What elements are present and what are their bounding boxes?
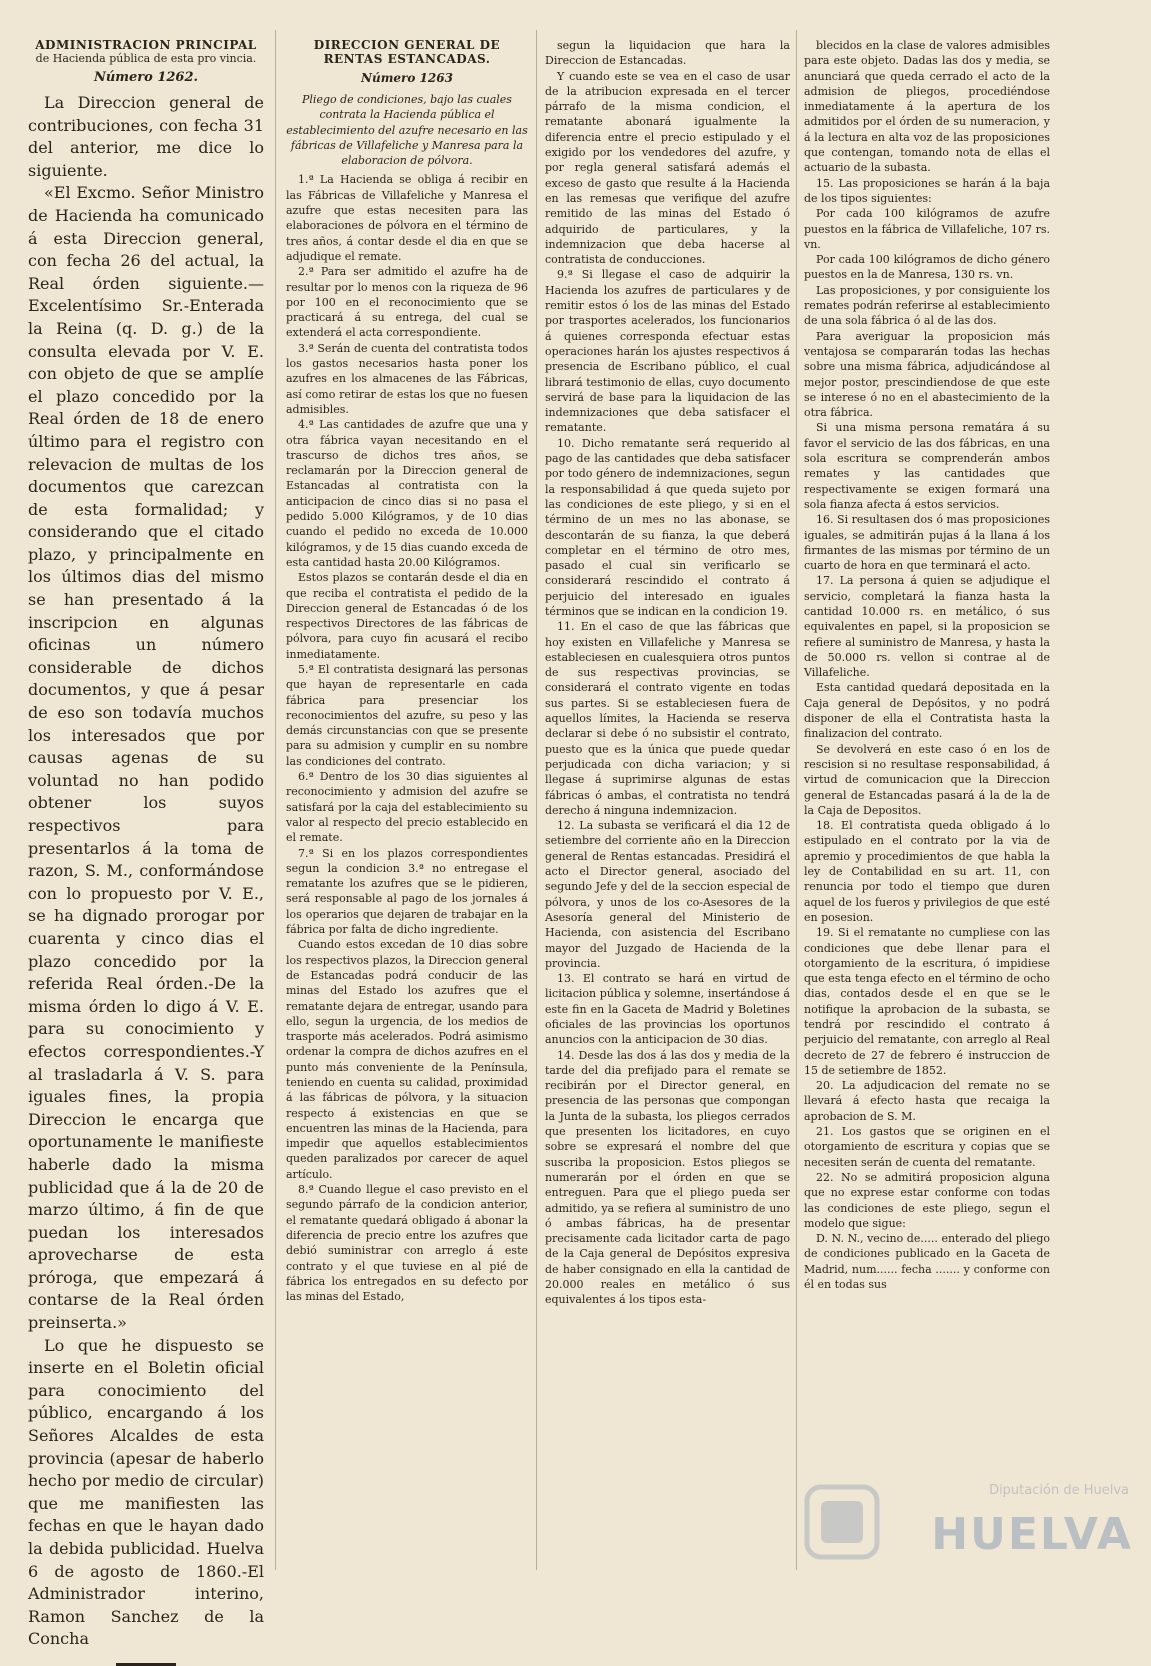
condition-paragraph: 2.ª Para ser admitido el azufre ha de resultar por lo menos con la riqueza de 96 por 100 en el reconocimiento que se practicará á su entrega, del cual se extenderá el acta correspondiente.	[286, 265, 528, 340]
column-direccion	[286, 38, 528, 1583]
condition-paragraph: Esta cantidad quedará depositada en la Caja general de Depósitos, y no podrá disponer de ella el Contratista hasta la finalizacion del contrato.	[804, 681, 1050, 741]
condition-paragraph: 18. El contratista queda obligado á lo estipulado en el contrato por la via de apremio y procedimientos de que habla la ley de Contabilidad en su art. 11, con renuncia por todo el tiempo que duren aquel de los fueros y privilegios de que esté en posesion.	[804, 819, 1050, 924]
condition-paragraph: 14. Desde las dos á las dos y media de la tarde del dia prefijado para el remate se recibirán por el Director general, en presencia de las personas que compongan la Junta de la subasta, los pliegos cerrados que presenten los licitadores, en cuyo sobre se expresará el nombre del que suscriba la proposicion. Estos pliegos se numerarán por el órden en que se entreguen. Para que el pliego pueda ser admitido, ya se refiera al suministro de uno ó ambas fábricas, ha de presentar precisamente cada licitador carta de pago de la Caja general de Depósitos expresiva de haber consignado en ella la cantidad de 20.000 reales en metálico ó sus equivalentes á los tipos esta-	[545, 1048, 790, 1307]
condition-paragraph: 10. Dicho rematante será requerido al pago de las cantidades que deba satisfacer por todo género de indemnizaciones, segun la responsabilidad á que queda sujeto por las condiciones de este pliego, y si en el término de un mes no las abonase, se descontarán de su fianza, la que deberá completar en el término de otro mes, pasado el cual sin verificarlo se considerará rescindido el contrato á perjuicio del interesado en iguales términos que se indican en la condicion 19.	[545, 436, 790, 618]
notice-number: Número 1263	[361, 71, 453, 85]
notice-title: Pliego de condiciones, bajo las cuales contrata la Hacienda pública el establecimiento del azufre necesario en las fábricas de Villafeliche y Manresa para la elaboracion de pólvora.	[286, 93, 528, 168]
condition-paragraph: 4.ª Las cantidades de azufre que una y otra fábrica vayan necesitando en el trascurso de dichos tres años, se reclamarán por la Direccion general de Estancadas al contratista con la anticipacion de cinco dias si no pasa el pedido 5.000 Kilógramos, y de 10 dias cuando el pedido no exceda de 10.000 kilógramos, y de 15 dias cuando exceda de esta cantidad hasta 20.00 Kilógramos.	[286, 418, 528, 569]
condition-paragraph: 20. La adjudicacion del remate no se llevará á efecto hasta que recaiga la aprobacion de S. M.	[804, 1079, 1050, 1123]
condition-paragraph: Se devolverá en este caso ó en los de rescision si no resultase responsabilidad, á virtud de comunicacion que la Direccion general de Estancadas pasará á la de la de la Caja de Depositos.	[804, 742, 1050, 817]
paragraph: Lo que he dispuesto se inserte en el Boletin oficial para conocimiento del público, encargando á los Señores Alcaldes de esta provincia (apesar de haberlo hecho por medio de circular) que me manifiesten las fechas en que le hayan dado la debida publicidad. Huelva 6 de agosto de 1860.-El Administrador interino, Ramon Sanchez de la Concha	[28, 1335, 264, 1649]
condition-paragraph: 11. En el caso de que las fábricas que hoy existen en Villafeliche y Manresa se estableciesen en cualesquiera otros puntos de sus respectivas provincias, se considerará el contrato vigente en todas sus partes. Si se estableciesen fuera de aquellos límites, la Hacienda se reserva declarar si debe ó no subsistir el contrato, puesto que es la única que puede quedar perjudicada con dicha variacion; y si llegase á suprimirse algunas de estas fábricas ó ambas, el contratista no tendrá derecho á ninguna indemnizacion.	[545, 620, 790, 817]
paragraph: La Direccion general de contribuciones, con fecha 31 del anterior, me dice lo siguiente.	[28, 93, 264, 180]
column-conditions-continued	[545, 38, 790, 1583]
condition-paragraph: Para averiguar la proposicion más ventajosa se compararán todas las hechas sobre una misma fábrica, adjudicándose al mejor postor, prescindiendose de que este se interese ó no en el abastecimiento de la otra fábrica.	[804, 329, 1050, 420]
condition-paragraph: 17. La persona á quien se adjudique el servicio, completará la fianza hasta la cantidad 10.000 rs. en metálico, ó sus equivalentes en papel, si la proposicion se refiere al suministro de Manresa, y hasta la de 50.000 rs. vellon si contrae al de Villafeliche.	[804, 574, 1050, 680]
condition-paragraph: 7.ª Si en los plazos correspondientes segun la condicion 3.ª no entregase el rematante los azufres que se le pidieren, será responsable al pago de los jornales á los operarios que dejaren de trabajar en la fábrica por falta de dicho ingrediente.	[286, 846, 528, 937]
condition-paragraph: 8.ª Cuando llegue el caso previsto en el segundo párrafo de la condicion anterior, el rematante quedará obligado á abonar la diferencia de precio entre los azufres que debió suministrar con arreglo á este contrato y el que tuviese en al pié de fábrica los entregados en su defecto por las minas del Estado,	[286, 1183, 528, 1304]
condition-paragraph: Cuando estos excedan de 10 dias sobre los respectivos plazos, la Direccion general de Estancadas podrá conducir de las minas del Estado los azufres que el rematante dejara de entregar, usando para ello, segun la urgencia, de los medios de trasporte más acelerados. Podrá asimismo ordenar la compra de dichos azufres en el punto más conveniente de la Península, teniendo en cuenta su calidad, proximidad á las fábricas de pólvora, y la situacion respecto á existencias en que se encuentren las minas de la Hacienda, para impedir que aquellos establecimientos queden paralizados por carecer de aquel artículo.	[286, 938, 528, 1181]
section-heading: ADMINISTRACION PRINCIPAL	[35, 38, 257, 52]
column-rule	[796, 30, 797, 1570]
section-heading: DIRECCION GENERAL DE RENTAS ESTANCADAS.	[313, 38, 501, 66]
condition-paragraph: segun la liquidacion que hara la Direccion de Estancadas.	[545, 39, 790, 68]
condition-paragraph: Por cada 100 kilógramos de dicho género puestos en la de Manresa, 130 rs. vn.	[804, 253, 1050, 282]
condition-paragraph: Y cuando este se vea en el caso de usar de la atribucion expresada en el tercer párrafo de la misma condicion, el rematante abonará igualmente la diferencia entre el precio estipulado y el exigido por los vendedores del azufre, y por regla general satisfará además el exceso de gasto que resulte á la Hacienda en las remesas que verifique del azufre remitido de las minas del Estado ó adquirido de particulares, y la indemnizacion que deba hacerse al contratista de conducciones.	[545, 69, 790, 267]
condition-paragraph: 1.ª La Hacienda se obliga á recibir en las Fábricas de Villafeliche y Manresa el azufre que estas necesiten para las elaboraciones de pólvora en el término de tres años, á contar desde el dia en que se adjudique el remate.	[286, 173, 528, 263]
condition-paragraph: 6.ª Dentro de los 30 dias siguientes al reconocimiento y admision del azufre se satisfará por la caja del establecimiento su valor al respecto del precio establecido en el remate.	[286, 770, 528, 845]
condition-paragraph: Estos plazos se contarán desde el dia en que reciba el contratista el pedido de la Direccion general de Estancadas ó de los respectivos Directores de las fábricas de pólvora, para cuyo fin acusará el recibo inmediatamente.	[286, 571, 528, 661]
column-rule	[536, 30, 537, 1570]
notice-number: Número 1262.	[93, 70, 199, 85]
condition-paragraph: 19. Si el rematante no cumpliese con las condiciones que debe llenar para el otorgamiento de la escritura, ó impidiese que esta tenga efecto en el término de ocho dias, contados desde el en que se le notifique la aprobacion de la subasta, se tendrá por rescindido el contrato á perjuicio del rematante, con arreglo al Real decreto de 27 de febrero é instruccion de 15 de setiembre de 1852.	[804, 926, 1050, 1077]
shield-emblem-icon	[803, 1483, 881, 1561]
column-conditions-final	[804, 38, 1050, 1583]
watermark-text: Diputación de Huelva	[989, 1483, 1129, 1498]
condition-paragraph: Si una misma persona rematára á su favor el servicio de las dos fábricas, en una sola escritura se comprenderán ambos remates y las cantidades que respectivamente se exigen formará una sola fianza afecta á estos servicios.	[804, 421, 1050, 511]
column-administracion	[28, 38, 264, 1649]
condition-paragraph: 16. Si resultasen dos ó mas proposiciones iguales, se admitirán pujas á la llana á los firmantes de las mismas por término de un cuarto de hora en que terminará el acto.	[804, 513, 1050, 573]
condition-paragraph: 15. Las proposiciones se harán á la baja de los tipos siguientes:	[804, 176, 1050, 205]
condition-paragraph: 13. El contrato se hará en virtud de licitacion pública y solemne, insertándose á este fin en la Gaceta de Madrid y Boletines oficiales de las provincias los oportunos anuncios con la anticipacion de 30 dias.	[545, 972, 790, 1047]
condition-paragraph: Por cada 100 kilógramos de azufre puestos en la fábrica de Villafeliche, 107 rs. vn.	[804, 207, 1050, 251]
condition-paragraph: 3.ª Serán de cuenta del contratista todos los gastos necesarios hasta poner los azufres en los almacenes de las Fábricas, así como retirar de estas los que no fuesen admisibles.	[286, 341, 528, 416]
condition-paragraph: Las proposiciones, y por consiguiente los remates podrán referirse al establecimiento de una sola fábrica ó al de las dos.	[804, 283, 1051, 328]
paragraph: «El Excmo. Señor Ministro de Hacienda ha comunicado á esta Direccion general, con fecha 26 del actual, la Real órden siguiente.—Excelentísimo Sr.-Enterada la Reina (q. D. g.) de la consulta elevada por V. E. con objeto de que se amplíe el plazo concedido por la Real órden de 18 de enero último para el registro con relevacion de multas de los documentos que carezcan de esta formalidad; y considerando que el citado plazo, y principalmente en los últimos dias del mismo se han presentado á la inscripcion en algunas oficinas un número considerable de dichos documentos, y que á pesar de eso son todavía muchos los interesados que por causas agenas de su voluntad no han podido obtener los suyos respectivos para presentarlos á la toma de razon, S. M., conformándose con lo propuesto por V. E., se ha dignado prorogar por cuarenta y cinco dias el plazo concedido por la referida Real órden.-De la misma órden lo digo á V. E. para su conocimiento y efectos correspondientes.-Y al trasladarla á V. S. para iguales fines, la propia Direccion le encarga que oportunamente le manifieste haberle dado la misma publicidad que á la de 20 de marzo último, á fin de que puedan los interesados aprovecharse de esta próroga, que empezará á contarse de la Real órden preinserta.»	[28, 183, 264, 1333]
archive-watermark	[803, 1473, 1133, 1565]
watermark-word: HUELVA	[931, 1509, 1133, 1560]
column-rule	[275, 30, 276, 1570]
condition-paragraph: 12. La subasta se verificará el dia 12 de setiembre del corriente año en la Direccion general de Rentas estancadas. Presidirá el acto el Director general, asociado del segundo Jefe y del de la seccion especial de pólvora, y unos de los co-Asesores de la Asesoría general del Ministerio de Hacienda, con asistencia del Escribano mayor del Juzgado de Hacienda de la provincia.	[545, 819, 790, 970]
condition-paragraph: 22. No se admitirá proposicion alguna que no exprese estar conforme con todas las condiciones de este pliego, segun el modelo que sigue:	[804, 1170, 1050, 1230]
condition-paragraph: blecidos en la clase de valores admisibles para este objeto. Dadas las dos y media, se anunciará que queda cerrado el acto de la admision de pliegos, procediéndose inmediatamente á la apertura de los admitidos por el órden de su numeracion, y á la lectura en alta voz de las proposiciones que contengan, tomando nota de ellas el actuario de la subasta.	[804, 39, 1050, 175]
section-subheading: de Hacienda pública de esta pro vincia.	[35, 52, 257, 65]
condition-paragraph: 21. Los gastos que se originen en el otorgamiento de escritura y copias que se necesiten serán de cuenta del rematante.	[804, 1125, 1050, 1169]
condition-paragraph: D. N. N., vecino de..... enterado del pliego de condiciones publicado en la Gaceta de Madrid, num...... fecha ....... y conforme con él en todas sus	[804, 1232, 1050, 1292]
condition-paragraph: 9.ª Si llegase el caso de adquirir la Hacienda los azufres de particulares y de remitir estos ó los de las minas del Estado por trasportes acelerados, los funcionarios á quienes corresponda efectuar estas operaciones harán los ajustes respectivos á presencia de Escribano público, el cual librará testimonio de ellas, cuyo documento servirá de base para la liquidacion de las indemnizaciones que deba satisfacer el rematante.	[545, 268, 790, 435]
condition-paragraph: 5.ª El contratista designará las personas que hayan de representarle en cada fábrica para presenciar los reconocimientos del azufre, su peso y las demás circunstancias con que se presente para su admision y cumplir en su nombre las condiciones del contrato.	[286, 662, 528, 768]
